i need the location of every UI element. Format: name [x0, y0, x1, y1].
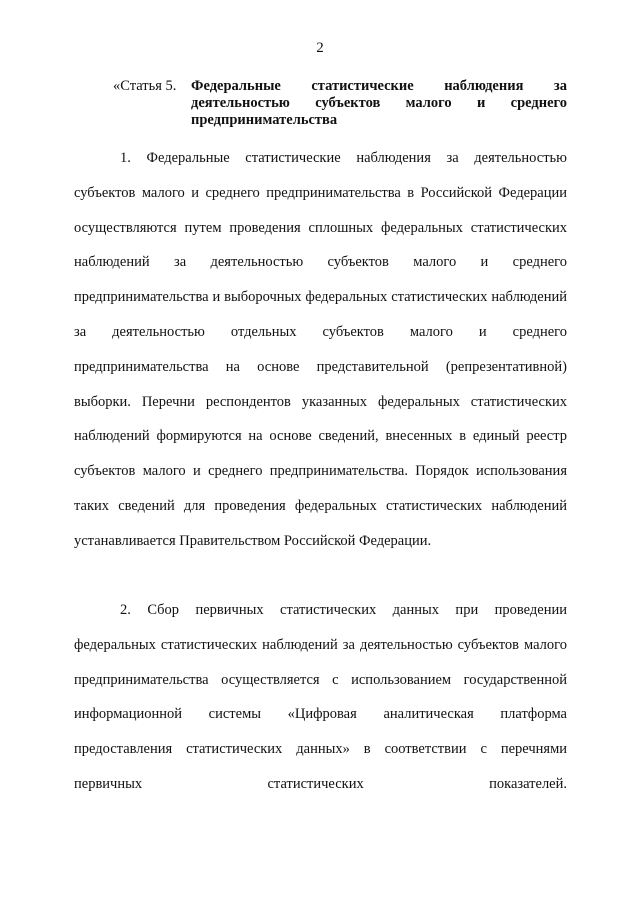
article-title: Федеральные статистические наблюдения за деятельностью субъектов малого и среднего предпринимательства [191, 78, 567, 128]
article-prefix: «Статья 5. [113, 78, 177, 94]
paragraph-text: Федеральные статистические наблюдения за деятельностью субъектов малого и среднего предпринимательства в Российской Федерации осуществляются путем проведения сплошных федеральных статистических наблюдений за деятельностью субъектов малого и среднего предпринимательства и выборочных федеральных статистических наблюдений за деятельностью отдельных субъектов малого и среднего предпринимательства на основе представительной (репрезентативной) выборки. Перечни респондентов указанных федеральных статистических наблюдений формируются на основе сведений, внесенных в единый реестр субъектов малого и среднего предпринимательства. Порядок использования таких сведений для проведения федеральных статистических наблюдений устанавливается Правительством Российской Федерации. [74, 150, 567, 549]
article-heading [113, 78, 567, 129]
paragraph-number: 2. [120, 602, 131, 618]
paragraph-text: Сбор первичных статистических данных при проведении федеральных статистических наблюдений за деятельностью субъектов малого предпринимательства осуществляется с использованием государственной информационной системы «Цифровая аналитическая платформа предоставления статистических данных» в соответствии с перечнями первичных статистических показателей. [74, 602, 567, 792]
paragraph-1 [74, 141, 567, 559]
paragraph-number: 1. [120, 150, 131, 166]
page-number: 2 [316, 40, 324, 56]
paragraph-2 [74, 593, 567, 802]
